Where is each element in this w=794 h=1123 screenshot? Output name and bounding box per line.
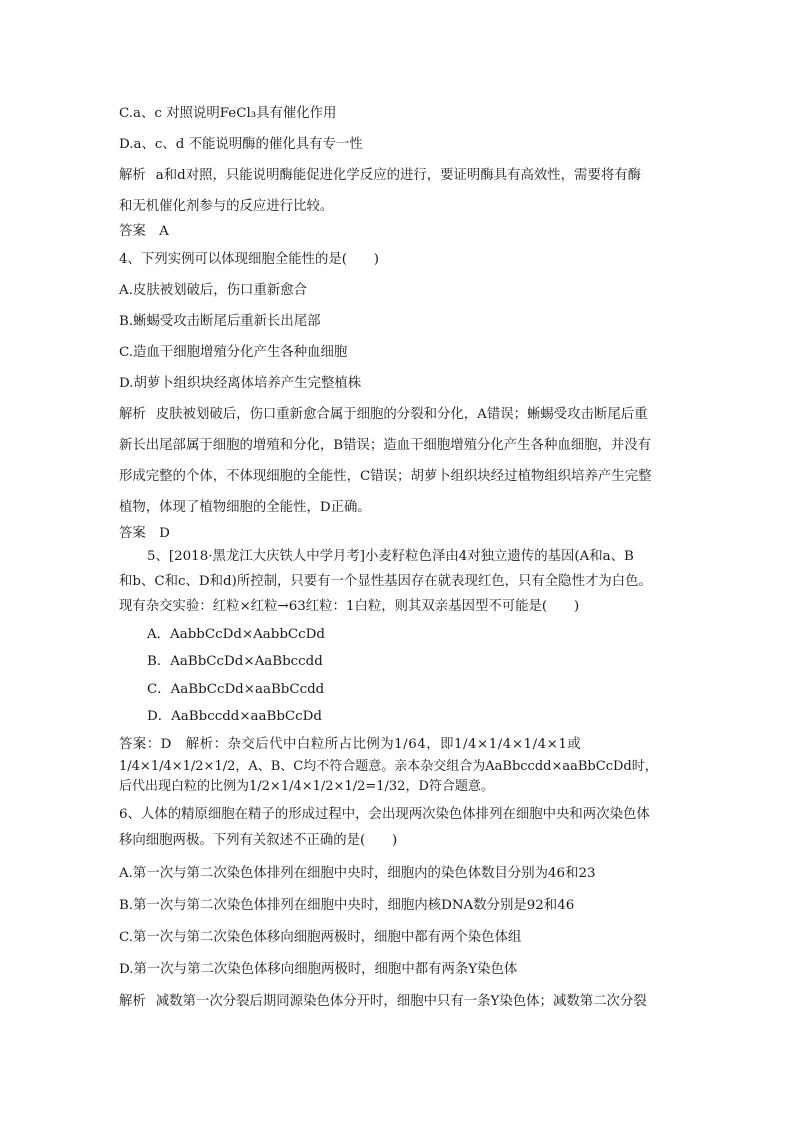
q3-option-c: C.a、c 对照说明FeCl₃具有催化作用 bbox=[119, 106, 337, 121]
analysis-label: 解析 bbox=[119, 407, 146, 422]
q6-option-a: A.第一次与第二次染色体排列在细胞中央时，细胞内的染色体数目分别为46和23 bbox=[119, 866, 596, 881]
q3-analysis-line-1 bbox=[119, 169, 641, 182]
q4-analysis-line-1 bbox=[119, 408, 648, 421]
analysis-text: 皮肤被划破后，伤口重新愈合属于细胞的分裂和分化，A错误；蜥蜴受攻击断尾后重 bbox=[155, 407, 648, 422]
q5-answer-line-1: 答案：D 解析：杂交后代中白粒所占比例为1/64，即1/4×1/4×1/4×1或 bbox=[119, 737, 582, 752]
q5-option-a: A．AabbCcDd×AabbCcDd bbox=[147, 627, 325, 642]
q3-option-d: D.a、c、d 不能说明酶的催化具有专一性 bbox=[119, 137, 363, 152]
q4-option-a: A.皮肤被划破后，伤口重新愈合 bbox=[119, 283, 308, 298]
analysis-text: a和d对照，只能说明酶能促进化学反应的进行，要证明酶具有高效性，需要将有酶 bbox=[155, 168, 642, 183]
analysis-label: 解析 bbox=[119, 168, 146, 183]
q5-stem-line-1: 5、[2018·黑龙江大庆铁人中学月考]小麦籽粒色泽由4对独立遗传的基因(A和a、B bbox=[147, 549, 634, 564]
q5-answer-line-2: 1/4×1/4×1/2×1/2，A、B、C均不符合题意。亲本杂交组合为AaBbccdd×aaBbCcDd时， bbox=[119, 759, 658, 774]
q5-stem-line-2: 和b、C和c、D和d)所控制，只要有一个显性基因存在就表现红色，只有全隐性才为白色。 bbox=[119, 574, 652, 589]
q5-option-d: D．AaBbccdd×aaBbCcDd bbox=[147, 709, 322, 724]
analysis-text: 减数第一次分裂后期同源染色体分开时，细胞中只有一条Y染色体；减数第二次分裂 bbox=[155, 994, 647, 1009]
q6-option-d: D.第一次与第二次染色体移向细胞两极时，细胞中都有两条Y染色体 bbox=[119, 962, 518, 977]
q4-option-d: D.胡萝卜组织块经离体培养产生完整植株 bbox=[119, 376, 362, 391]
analysis-label: 解析 bbox=[119, 994, 146, 1009]
q6-stem-line-1: 6、人体的精原细胞在精子的形成过程中，会出现两次染色体排列在细胞中央和两次染色体 bbox=[119, 807, 650, 822]
q6-option-c: C.第一次与第二次染色体移向细胞两极时，细胞中都有两个染色体组 bbox=[119, 930, 522, 945]
q5-stem-line-3: 现有杂交实验：红粒×红粒→63红粒：1白粒，则其双亲基因型不可能是( ) bbox=[119, 599, 580, 614]
q6-option-b: B.第一次与第二次染色体排列在细胞中央时，细胞内核DNA数分别是92和46 bbox=[119, 898, 575, 913]
q4-analysis-line-2: 新长出尾部属于细胞的增殖和分化，B错误；造血干细胞增殖分化产生各种血细胞，并没有 bbox=[119, 438, 652, 453]
q4-option-b: B.蜥蜴受攻击断尾后重新长出尾部 bbox=[119, 314, 321, 329]
q6-stem-line-2: 移向细胞两极。下列有关叙述不正确的是( ) bbox=[119, 833, 398, 848]
q5-option-c: C．AaBbCcDd×aaBbCcdd bbox=[147, 682, 325, 697]
q5-answer-line-3: 后代出现白粒的比例为1/2×1/4×1/2×1/2=1/32，D符合题意。 bbox=[119, 779, 494, 794]
q4-stem: 4、下列实例可以体现细胞全能性的是( ) bbox=[119, 252, 379, 267]
q4-option-c: C.造血干细胞增殖分化产生各种血细胞 bbox=[119, 345, 348, 360]
q4-analysis-line-3: 形成完整的个体，不体现细胞的全能性，C错误；胡萝卜组织块经过植物组织培养产生完整 bbox=[119, 469, 652, 484]
q5-option-b: B．AaBbCcDd×AaBbccdd bbox=[147, 654, 323, 669]
q4-analysis-line-4: 植物，体现了植物细胞的全能性，D正确。 bbox=[119, 500, 371, 515]
q3-answer: 答案 A bbox=[119, 224, 169, 239]
q3-analysis-line-2: 和无机催化剂参与的反应进行比较。 bbox=[119, 199, 334, 214]
q6-analysis-line-1 bbox=[119, 995, 647, 1008]
q4-answer: 答案 D bbox=[119, 526, 170, 541]
